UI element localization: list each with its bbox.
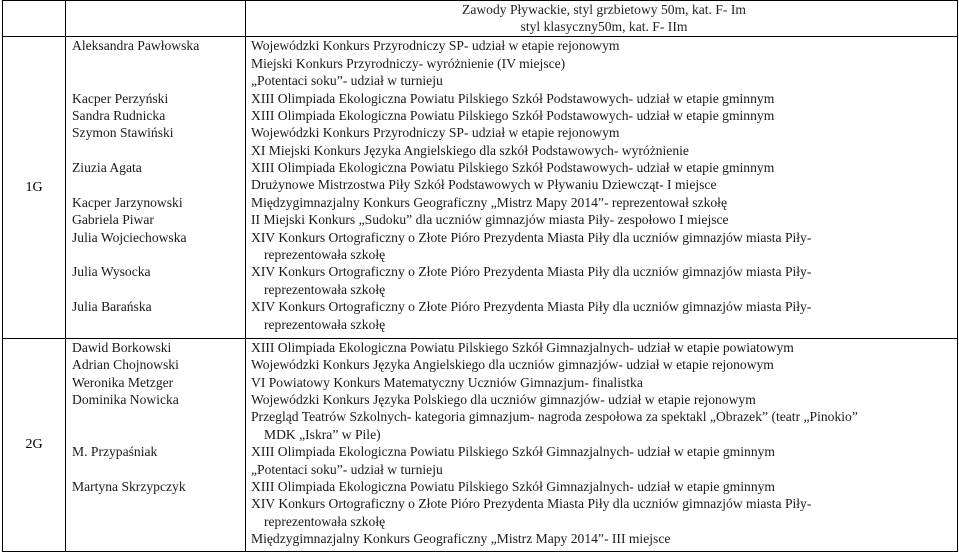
achievement-line: XIV Konkurs Ortograficzny o Złote Pióro Prezydenta Miasta Piły dla uczniów gimnazjów miasta Piły- — [251, 299, 812, 315]
name-spacer — [72, 530, 245, 547]
class-section-2g — [3, 338, 958, 551]
achievement-line: reprezentowała szkołę — [264, 247, 386, 263]
student-name: Martyna Skrzypczyk — [72, 478, 186, 494]
achievement-line: Wojewódzki Konkurs Języka Polskiego dla uczniów gimnazjów- udział w etapie rejonowym — [251, 392, 756, 408]
header-line: Zawody Pływackie, styl grzbietowy 50m, kat. F- Im — [462, 2, 746, 17]
header-row — [3, 1, 958, 37]
achievement-line: Wojewódzki Konkurs Języka Angielskiego dla uczniów gimnazjów- udział w etapie rejonowym — [251, 357, 774, 373]
name-spacer — [72, 513, 245, 530]
name-spacer — [72, 495, 245, 512]
achievement-line: reprezentowała szkołę — [264, 316, 386, 332]
achievements-table-body — [3, 1, 958, 552]
student-name: Ziuzia Agata — [72, 160, 142, 176]
achievement-line: Przegląd Teatrów Szkolnych- kategoria gimnazjum- nagroda zespołowa za spektakl „Obrazek” (teatr „Pinokio” — [251, 409, 858, 425]
achievements-cell — [246, 37, 958, 339]
student-name: Sandra Rudnicka — [72, 107, 166, 123]
class-section-1g — [3, 37, 958, 339]
achievement-line: Międzygimnazjalny Konkurs Geograficzny „Mistrz Mapy 2014”- reprezentował szkołę — [251, 194, 727, 210]
achievement-line: XIII Olimpiada Ekologiczna Powiatu Pilskiego Szkół Gimnazjalnych- udział w etapie powiatowym — [251, 339, 794, 355]
header-class-cell — [3, 1, 66, 37]
student-names-cell — [66, 338, 246, 551]
achievement-line: XIII Olimpiada Ekologiczna Powiatu Pilskiego Szkół Podstawowych- udział w etapie gminnym — [251, 160, 775, 176]
achievement-line: Międzygimnazjalny Konkurs Geograficzny „Mistrz Mapy 2014”- III miejsce — [251, 531, 671, 547]
class-label: 1G — [3, 37, 66, 339]
student-name: Julia Wysocka — [72, 264, 151, 280]
student-name: Julia Barańska — [72, 299, 152, 315]
achievement-line: XIV Konkurs Ortograficzny o Złote Pióro Prezydenta Miasta Piły dla uczniów gimnazjów miasta Piły- — [251, 496, 812, 512]
achievement-line: „Potentaci soku”- udział w turnieju — [251, 73, 443, 89]
achievement-line: „Potentaci soku”- udział w turnieju — [251, 461, 443, 477]
achievement-line: XIII Olimpiada Ekologiczna Powiatu Pilskiego Szkół Podstawowych- udział w etapie gminnym — [251, 107, 775, 123]
header-name-cell — [66, 1, 246, 37]
achievement-line: II Miejski Konkurs „Sudoku” dla uczniów gimnazjów miasta Piły- zespołowo I miejsce — [251, 212, 729, 228]
student-name: Dominika Nowicka — [72, 392, 179, 408]
student-name: Kacper Jarzynowski — [72, 194, 183, 210]
name-spacer — [72, 408, 245, 425]
class-label: 2G — [3, 338, 66, 551]
achievement-line: Wojewódzki Konkurs Przyrodniczy SP- udział w etapie rejonowym — [251, 38, 620, 54]
name-spacer — [72, 316, 245, 333]
achievement-line: reprezentowała szkołę — [264, 281, 386, 297]
name-spacer — [72, 55, 245, 72]
student-name: Julia Wojciechowska — [72, 229, 187, 245]
name-spacer — [72, 426, 245, 443]
header-achievement-cell — [246, 1, 958, 37]
name-spacer — [72, 72, 245, 89]
achievement-line: Wojewódzki Konkurs Przyrodniczy SP- udział w etapie rejonowym — [251, 125, 620, 141]
achievement-line: XIII Olimpiada Ekologiczna Powiatu Pilskiego Szkół Gimnazjalnych- udział w etapie gminnym — [251, 444, 775, 460]
achievement-line: XIII Olimpiada Ekologiczna Powiatu Pilskiego Szkół Gimnazjalnych- udział w etapie gminnym — [251, 478, 775, 494]
student-names-cell — [66, 37, 246, 339]
header-line: styl klasyczny50m, kat. F- IIm — [520, 19, 688, 35]
achievements-cell — [246, 338, 958, 551]
achievement-line: VI Powiatowy Konkurs Matematyczny Uczniów Gimnazjum- finalistka — [251, 374, 643, 390]
name-spacer — [72, 142, 245, 159]
achievement-line: XIV Konkurs Ortograficzny o Złote Pióro Prezydenta Miasta Piły dla uczniów gimnazjów miasta Piły- — [251, 264, 812, 280]
achievement-line: Miejski Konkurs Przyrodniczy- wyróżnienie (IV miejsce) — [251, 55, 566, 71]
student-name: Adrian Chojnowski — [72, 357, 179, 373]
student-name: Gabriela Piwar — [72, 212, 154, 228]
student-name: Dawid Borkowski — [72, 339, 172, 355]
student-name: Kacper Perzyński — [72, 90, 169, 106]
student-name: Szymon Stawiński — [72, 125, 174, 141]
achievement-line: Drużynowe Mistrzostwa Piły Szkół Podstawowych w Pływaniu Dziewcząt- I miejsce — [251, 177, 717, 193]
name-spacer — [72, 461, 245, 478]
achievement-line: MDK „Iskra” w Pile) — [264, 426, 381, 442]
name-spacer — [72, 246, 245, 263]
student-name: Aleksandra Pawłowska — [72, 38, 200, 54]
name-spacer — [72, 281, 245, 298]
achievement-line: XI Miejski Konkurs Języka Angielskiego dla szkół Podstawowych- wyróżnienie — [251, 142, 689, 158]
achievements-table — [2, 0, 958, 552]
achievement-line: XIII Olimpiada Ekologiczna Powiatu Pilskiego Szkół Podstawowych- udział w etapie gminnym — [251, 90, 775, 106]
name-spacer — [72, 176, 245, 193]
student-name: Weronika Metzger — [72, 374, 174, 390]
achievement-line: XIV Konkurs Ortograficzny o Złote Pióro Prezydenta Miasta Piły dla uczniów gimnazjów miasta Piły- — [251, 229, 812, 245]
achievement-line: reprezentowała szkołę — [264, 513, 386, 529]
student-name: M. Przypaśniak — [72, 444, 158, 460]
